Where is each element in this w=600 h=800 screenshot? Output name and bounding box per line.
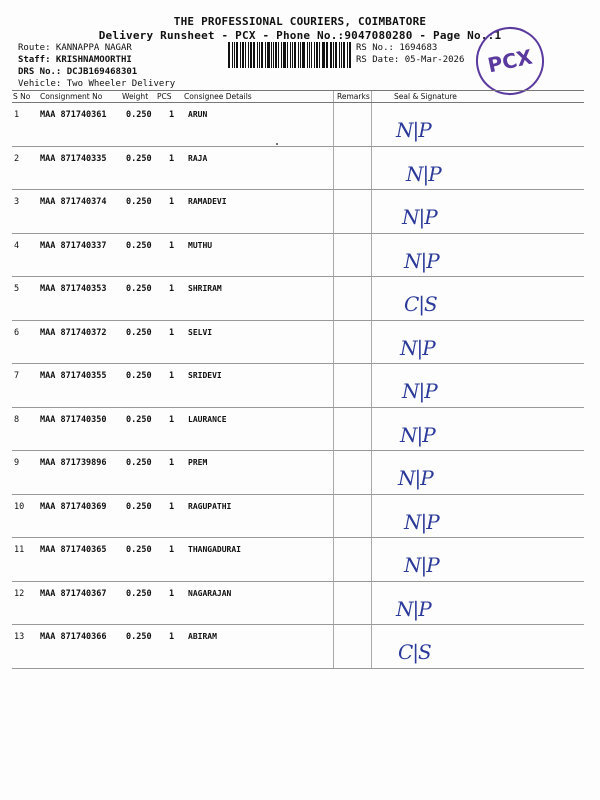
row-sno: 7: [14, 371, 20, 381]
row-consignee: RAMADEVI: [188, 197, 227, 206]
row-sno: 8: [14, 414, 20, 425]
row-consignment: MAA 871740361: [40, 110, 107, 120]
row-sno: 13: [14, 632, 25, 642]
meta-left: [18, 42, 175, 90]
row-sno: 2: [14, 153, 20, 164]
table-row: [12, 190, 584, 234]
table-row: [12, 495, 584, 539]
row-consignee: PREM: [188, 458, 208, 467]
row-pcs: 1: [169, 327, 175, 338]
row-consignee: LAURANCE: [188, 414, 227, 424]
row-sno: 3: [14, 197, 20, 207]
row-consignee: SHRIRAM: [188, 284, 222, 293]
row-weight: 0.250: [126, 153, 152, 164]
handwritten-signature: C|S: [398, 640, 431, 664]
row-pcs: 1: [169, 588, 175, 599]
handwritten-signature: N|P: [396, 118, 431, 142]
row-pcs: 1: [169, 632, 175, 642]
row-pcs: 1: [169, 458, 175, 468]
row-weight: 0.250: [126, 240, 152, 251]
col-pcs: PCS: [157, 92, 172, 101]
row-sno: 6: [14, 327, 20, 338]
row-weight: 0.250: [126, 371, 152, 381]
staff-label: Staff: KRISHNAMOORTHI: [18, 55, 132, 65]
handwritten-signature: N|P: [400, 422, 435, 447]
handwritten-signature: C|S: [404, 292, 437, 316]
row-consignment: MAA 871740335: [40, 153, 107, 164]
row-consignee: MUTHU: [188, 240, 213, 250]
row-weight: 0.250: [126, 588, 152, 599]
col-consignment: Consignment No: [40, 92, 103, 101]
row-consignment: MAA 871740366: [40, 632, 107, 642]
handwritten-signature: N|P: [402, 379, 437, 403]
row-sno: 5: [14, 284, 20, 294]
table-row: [12, 103, 584, 147]
vehicle-label: Vehicle: Two Wheeler Delivery: [18, 79, 176, 89]
row-consignee: ABIRAM: [188, 632, 217, 641]
row-pcs: 1: [169, 284, 175, 294]
stamp-text: PCX: [485, 44, 535, 78]
row-consignee: SELVI: [188, 327, 213, 337]
row-consignment: MAA 871740350: [40, 414, 107, 425]
row-pcs: 1: [169, 545, 175, 555]
company-title: THE PROFESSIONAL COURIERS, COIMBATORE: [173, 15, 427, 28]
row-sno: 12: [14, 588, 25, 599]
row-consignee: SRIDEVI: [188, 371, 222, 380]
row-pcs: 1: [169, 371, 175, 381]
row-consignment: MAA 871740372: [40, 327, 107, 338]
table-row: [12, 582, 584, 626]
row-weight: 0.250: [126, 458, 152, 468]
row-consignee: NAGARAJAN: [188, 588, 232, 598]
col-consignee: Consignee Details: [184, 92, 252, 101]
row-weight: 0.250: [126, 501, 152, 512]
row-consignee: ARUN: [188, 110, 208, 119]
row-weight: 0.250: [126, 284, 152, 294]
col-weight: Weight: [122, 92, 149, 101]
table-row: [12, 538, 584, 582]
table-row: [12, 321, 584, 365]
handwritten-signature: N|P: [400, 335, 435, 360]
handwritten-signature: N|P: [404, 509, 439, 534]
runsheet-table: [12, 90, 584, 669]
row-consignee: RAGUPATHI: [188, 501, 232, 511]
table-row: [12, 277, 584, 321]
handwritten-signature: N|P: [398, 466, 433, 490]
row-pcs: 1: [169, 110, 175, 120]
row-sno: 11: [14, 545, 25, 555]
route-label: Route: KANNAPPA NAGAR: [18, 43, 132, 53]
handwritten-signature: N|P: [396, 596, 431, 621]
row-pcs: 1: [169, 240, 175, 251]
row-consignment: MAA 871739896: [40, 458, 107, 468]
row-pcs: 1: [169, 501, 175, 512]
row-consignment: MAA 871740369: [40, 501, 107, 512]
row-weight: 0.250: [126, 414, 152, 425]
table-header: [12, 90, 584, 103]
table-row: [12, 451, 584, 495]
row-weight: 0.250: [126, 632, 152, 642]
row-pcs: 1: [169, 414, 175, 425]
row-consignment: MAA 871740365: [40, 545, 107, 555]
row-weight: 0.250: [126, 327, 152, 338]
row-pcs: 1: [169, 197, 175, 207]
rs-number: RS No.: 1694683: [356, 43, 438, 53]
row-sno: 9: [14, 458, 20, 468]
row-weight: 0.250: [126, 545, 152, 555]
barcode: [228, 42, 352, 68]
row-consignee: RAJA: [188, 153, 208, 163]
table-row: [12, 147, 584, 191]
col-sno: S No: [13, 92, 31, 101]
col-remarks: Remarks: [337, 92, 370, 101]
row-sno: 10: [14, 501, 25, 512]
row-consignment: MAA 871740337: [40, 240, 107, 251]
row-consignee: THANGADURAI: [188, 545, 241, 554]
row-consignment: MAA 871740374: [40, 197, 107, 207]
handwritten-signature: N|P: [404, 248, 439, 273]
rs-date: RS Date: 05-Mar-2026: [356, 55, 465, 65]
row-weight: 0.250: [126, 110, 152, 120]
handwritten-signature: N|P: [404, 553, 439, 577]
col-signature: Seal & Signature: [394, 92, 457, 101]
row-consignment: MAA 871740367: [40, 588, 107, 599]
handwritten-signature: N|P: [402, 205, 437, 229]
runsheet-subtitle: Delivery Runsheet - PCX - Phone No.:9047080280 - Page No.:1: [98, 29, 502, 42]
table-row: [12, 364, 584, 408]
table-row: [12, 234, 584, 278]
row-pcs: 1: [169, 153, 175, 164]
meta-right: [356, 42, 464, 66]
handwritten-signature: N|P: [406, 161, 441, 186]
row-consignment: MAA 871740355: [40, 371, 107, 381]
table-row: [12, 625, 584, 669]
table-body: [12, 103, 584, 669]
scan-dot: [276, 143, 278, 145]
scan-artifact: [90, 0, 450, 4]
row-sno: 1: [14, 110, 20, 120]
row-consignment: MAA 871740353: [40, 284, 107, 294]
table-row: [12, 408, 584, 452]
row-weight: 0.250: [126, 197, 152, 207]
drs-label: DRS No.: DCJB169468301: [18, 67, 138, 77]
row-sno: 4: [14, 240, 20, 251]
